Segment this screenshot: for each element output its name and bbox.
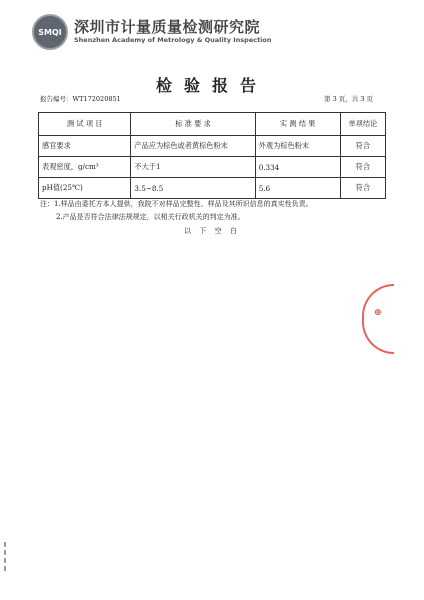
header-standard: 标 准 要 求 <box>131 113 255 136</box>
binding-marks-icon <box>4 542 8 582</box>
org-logo: SMQI <box>32 14 68 50</box>
header-item: 测 试 项 目 <box>39 113 131 136</box>
table-row <box>39 136 386 157</box>
cell-result: 0.334 <box>255 157 340 178</box>
cell-item: 表观密度，g/cm³ <box>39 157 131 178</box>
page-info: 第 3 页，共 3 页 <box>324 95 374 103</box>
cell-item: 感官要求 <box>39 136 131 157</box>
org-name-en: Shenzhen Academy of Metrology & Quality Inspection <box>74 36 272 44</box>
table-row <box>39 178 386 199</box>
table-row <box>39 157 386 178</box>
cell-result: 5.6 <box>255 178 340 199</box>
header-result: 实 测 结 果 <box>255 113 340 136</box>
report-title: 检验报告 <box>155 76 268 95</box>
blank-marker: 以 下 空 白 <box>184 227 240 235</box>
table-header-row <box>39 113 386 136</box>
cell-standard: 产品应为棕色或者黄棕色粉末 <box>131 136 255 157</box>
cell-result: 外观为棕色粉末 <box>255 136 340 157</box>
report-header <box>32 14 362 54</box>
report-number: 报告编号：WT172020851 <box>40 95 121 103</box>
cell-item: pH值(25℃) <box>39 178 131 199</box>
cell-standard: 3.5~8.5 <box>131 178 255 199</box>
cell-standard: 不大于1 <box>131 157 255 178</box>
seal-stamp-icon: ⊕ <box>374 308 382 318</box>
note-2: 2.产品是否符合法律法规规定，以相关行政机关的判定为准。 <box>56 213 245 221</box>
header-conclusion: 单项结论 <box>340 113 385 136</box>
cell-conclusion: 符合 <box>340 157 385 178</box>
cell-conclusion: 符合 <box>340 136 385 157</box>
notes <box>40 198 313 224</box>
note-1: 注：1.样品由委托方本人提供，我院不对样品完整性、样品及其所识信息的真实性负责。 <box>40 200 313 208</box>
results-table <box>38 112 386 199</box>
org-name-cn: 深圳市计量质量检测研究院 <box>74 18 261 36</box>
cell-conclusion: 符合 <box>340 178 385 199</box>
